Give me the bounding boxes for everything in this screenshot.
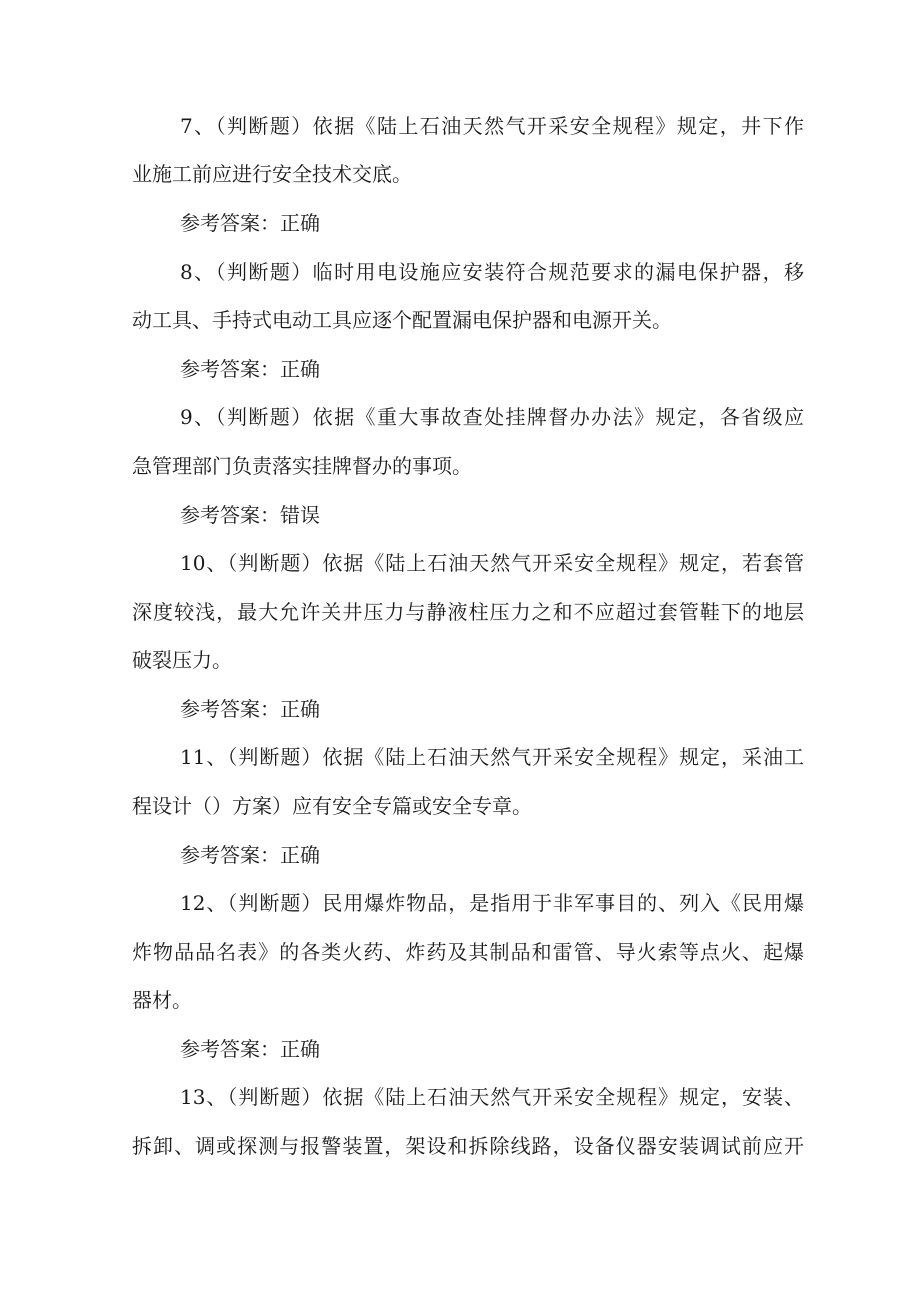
question-9-line-1: 9、（判断题）依据《重大事故查处挂牌督办办法》规定，各省级应 xyxy=(180,405,804,429)
question-13-line-2: 拆卸、调或探测与报警装置，架设和拆除线路，设备仪器安装调试前应开 xyxy=(132,1134,804,1158)
question-7-answer: 参考答案：正确 xyxy=(180,211,320,235)
question-10-answer: 参考答案：正确 xyxy=(180,697,320,721)
question-11-line-1: 11、（判断题）依据《陆上石油天然气开采安全规程》规定，采油工 xyxy=(180,745,804,769)
question-12-line-2: 炸物品品名表》的各类火药、炸药及其制品和雷管、导火索等点火、起爆 xyxy=(132,940,804,964)
question-8-line-1: 8、（判断题）临时用电设施应安装符合规范要求的漏电保护器，移 xyxy=(180,260,804,284)
question-10-line-1: 10、（判断题）依据《陆上石油天然气开采安全规程》规定，若套管 xyxy=(180,551,804,575)
question-8-line-2: 动工具、手持式电动工具应逐个配置漏电保护器和电源开关。 xyxy=(132,308,672,332)
question-10-line-2: 深度较浅，最大允许关井压力与静液柱压力之和不应超过套管鞋下的地层 xyxy=(132,600,804,624)
question-8-answer: 参考答案：正确 xyxy=(180,357,320,381)
question-11-answer: 参考答案：正确 xyxy=(180,843,320,867)
question-12-line-1: 12、（判断题）民用爆炸物品，是指用于非军事目的、列入《民用爆 xyxy=(180,891,804,915)
question-9-line-2: 急管理部门负责落实挂牌督办的事项。 xyxy=(132,454,472,478)
question-12-line-3: 器材。 xyxy=(132,988,192,1012)
question-7-line-1: 7、（判断题）依据《陆上石油天然气开采安全规程》规定，井下作 xyxy=(180,114,804,138)
question-7-line-2: 业施工前应进行安全技术交底。 xyxy=(132,162,412,186)
question-11-line-2: 程设计（）方案）应有安全专篇或安全专章。 xyxy=(132,794,532,818)
question-13-line-1: 13、（判断题）依据《陆上石油天然气开采安全规程》规定，安装、 xyxy=(180,1085,804,1109)
question-10-line-3: 破裂压力。 xyxy=(132,648,232,672)
question-12-answer: 参考答案：正确 xyxy=(180,1037,320,1061)
question-9-answer: 参考答案：错误 xyxy=(180,503,320,527)
